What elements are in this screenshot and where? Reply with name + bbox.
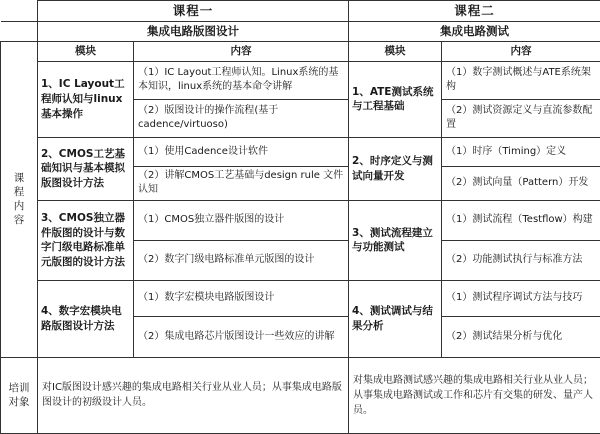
course1-content-header: 内容 xyxy=(134,41,349,61)
course1-name: 集成电路版图设计 xyxy=(38,22,349,42)
course2-module-4-item-2: （2）测试结果分析与优化 xyxy=(442,316,600,357)
course2-module-header: 模块 xyxy=(349,41,442,61)
course1-module-1: 1、IC Layout工程师认知与linux基本操作 xyxy=(38,61,134,137)
course1-module-1-item-1: （1）IC Layout工程师认知。Linux系统的基本知识，linux系统的基本命令讲解 xyxy=(134,61,349,99)
course2-module-1: 1、ATE测试系统与工程基础 xyxy=(349,61,442,137)
course1-module-4-item-1: （1）数字宏模块电路版图设计 xyxy=(134,280,349,316)
course1-module-2: 2、CMOS工艺基础知识与基本模拟版图设计方法 xyxy=(38,137,134,200)
course2-module-3: 3、测试流程建立与功能测试 xyxy=(349,200,442,280)
course1-module-3-item-2: （2）数字门级电路标准单元版图的设计 xyxy=(134,240,349,280)
corner-blank xyxy=(1,1,38,22)
course2-name: 集成电路测试 xyxy=(349,22,600,42)
course2-module-4-item-1: （1）测试程序调试方法与技巧 xyxy=(442,280,600,316)
course1-module-2-item-2: （2）讲解CMOS工艺基础与design rule 文件认知 xyxy=(134,166,349,200)
course2-module-2: 2、时序定义与测试向量开发 xyxy=(349,137,442,200)
course2-module-1-item-2: （2）测试资源定义与直流参数配置 xyxy=(442,99,600,137)
course2-module-3-item-2: （2）功能测试执行与标准方法 xyxy=(442,240,600,280)
course1-title: 课程一 xyxy=(38,1,349,22)
course1-module-header: 模块 xyxy=(38,41,134,61)
target-side-label: 培训对象 xyxy=(1,357,38,433)
course2-module-3-item-1: （1）测试流程（Testflow）构建 xyxy=(442,200,600,240)
course1-module-2-item-1: （1）使用Cadence设计软件 xyxy=(134,137,349,166)
course2-content-header: 内容 xyxy=(442,41,600,61)
course2-target: 对集成电路测试感兴趣的集成电路相关行业从业人员；从事集成电路测试或工作和芯片有交集的研发、量产人员。 xyxy=(349,357,600,433)
course2-module-1-item-1: （1）数字测试概述与ATE系统架构 xyxy=(442,61,600,99)
course2-module-2-item-1: （1）时序（Timing）定义 xyxy=(442,137,600,166)
corner-blank-2 xyxy=(1,22,38,42)
course2-module-4: 4、测试调试与结果分析 xyxy=(349,280,442,357)
course2-title: 课程二 xyxy=(349,1,600,22)
course1-module-3: 3、CMOS独立器件版图的设计与数字门级电路标准单元版图的设计方法 xyxy=(38,200,134,280)
course1-module-4: 4、数字宏模块电路版图设计方法 xyxy=(38,280,134,357)
course1-module-4-item-2: （2）集成电路芯片版图设计一些效应的讲解 xyxy=(134,316,349,357)
course1-module-3-item-1: （1）CMOS独立器件版图的设计 xyxy=(134,200,349,240)
content-side-label: 课程内容 xyxy=(1,41,38,357)
course1-module-1-item-2: （2）版图设计的操作流程(基于cadence/virtuoso) xyxy=(134,99,349,137)
course2-module-2-item-2: （2）测试向量（Pattern）开发 xyxy=(442,166,600,200)
course1-target: 对IC版图设计感兴趣的集成电路相关行业从业人员；从事集成电路版图设计的初级设计人员。 xyxy=(38,357,349,433)
